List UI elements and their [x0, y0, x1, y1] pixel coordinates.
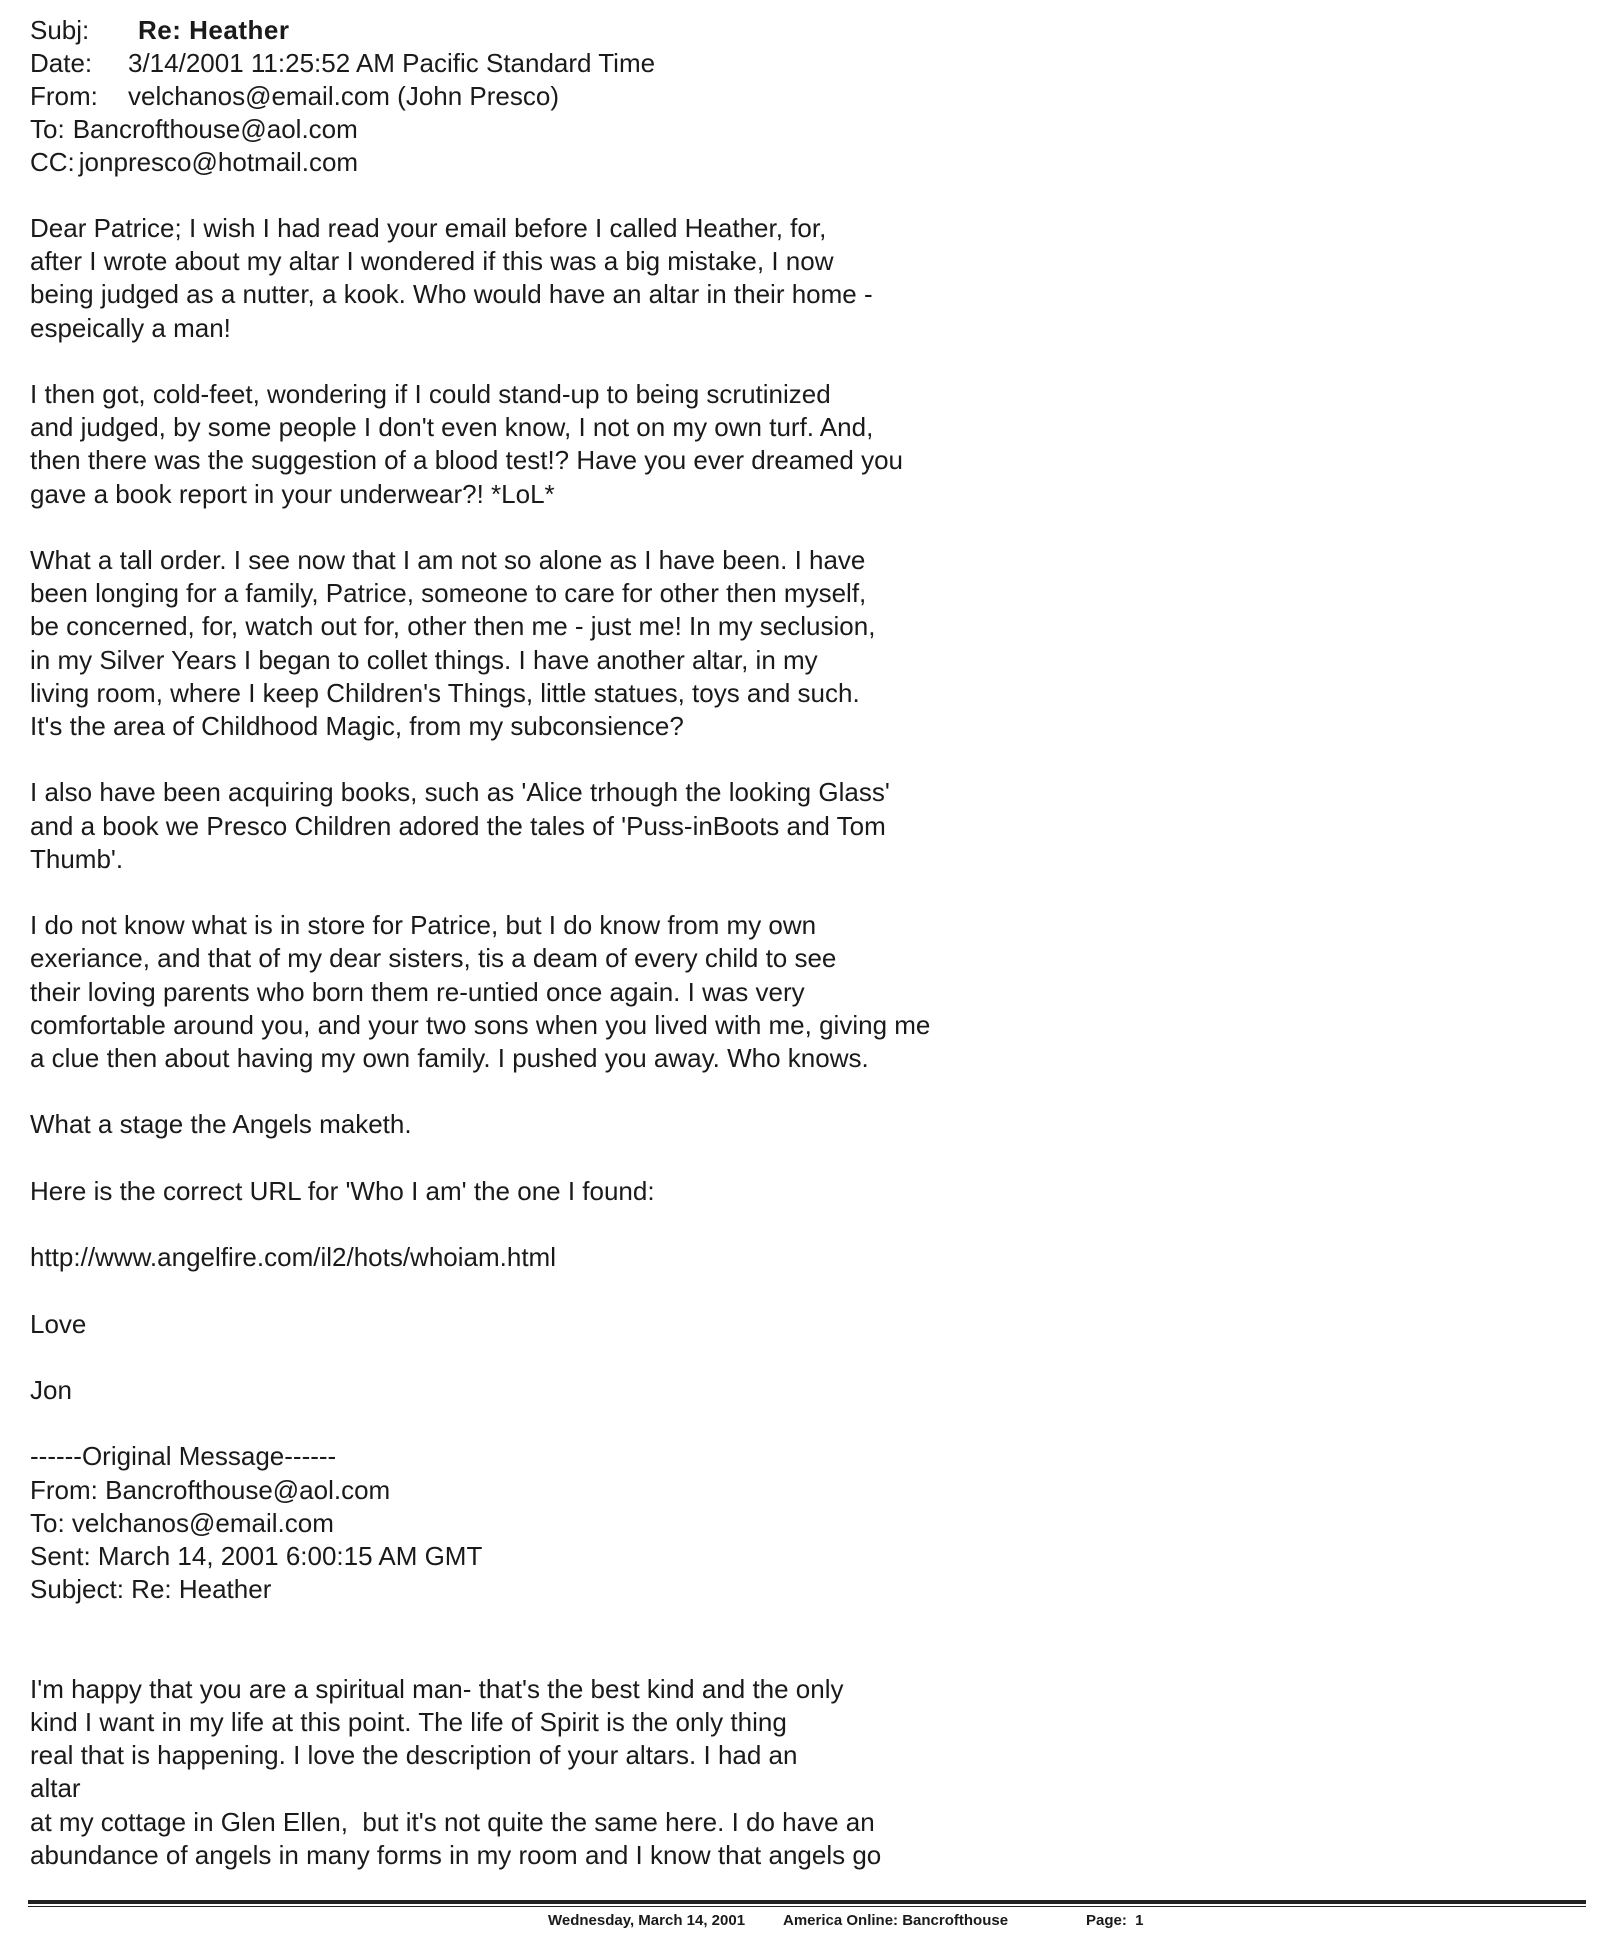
paragraph	[30, 1108, 1570, 1141]
body-line: and judged, by some people I don't even know, I not on my own turf. And,	[30, 412, 874, 443]
cc-row	[30, 146, 1570, 179]
body-line: Love	[30, 1308, 87, 1339]
date-row	[30, 47, 1570, 80]
paragraph	[30, 909, 1570, 1075]
url-paragraph	[30, 1241, 1570, 1274]
spacer	[30, 1640, 1570, 1673]
body-line: and a book we Presco Children adored the tales of 'Puss-inBoots and Tom	[30, 810, 886, 841]
subject-label: Subj:	[30, 15, 90, 45]
body-line: comfortable around you, and your two sons when you lived with me, giving me	[30, 1009, 931, 1040]
paragraph	[30, 1308, 1570, 1341]
from-row	[30, 80, 1570, 113]
date-label: Date:	[30, 48, 93, 78]
original-from: From: Bancrofthouse@aol.com	[30, 1474, 391, 1505]
original-to: To: velchanos@email.com	[30, 1507, 334, 1538]
body-line: real that is happening. I love the description of your altars. I had an	[30, 1740, 798, 1771]
from-value: velchanos@email.com (John Presco)	[128, 81, 560, 111]
url-link[interactable]: http://www.angelfire.com/il2/hots/whoiam.html	[30, 1242, 556, 1273]
footer-rule	[28, 1900, 1586, 1907]
message-body	[30, 212, 1570, 1872]
body-line: their loving parents who born them re-untied once again. I was very	[30, 976, 805, 1007]
date-value: 3/14/2001 11:25:52 AM Pacific Standard Time	[128, 48, 656, 78]
cc-value: jonpresco@hotmail.com	[78, 147, 359, 177]
signature	[30, 1374, 1570, 1407]
from-label: From:	[30, 81, 98, 111]
footer-service: America Online: Bancrofthouse	[783, 1912, 1009, 1929]
footer-page-number: Page: 1	[1086, 1912, 1144, 1929]
to-row	[30, 113, 1570, 146]
body-line: been longing for a family, Patrice, someone to care for other then myself,	[30, 578, 867, 609]
body-line: What a tall order. I see now that I am not so alone as I have been. I have	[30, 545, 866, 575]
body-line: I then got, cold-feet, wondering if I could stand-up to being scrutinized	[30, 379, 831, 409]
body-line: a clue then about having my own family. I pushed you away. Who knows.	[30, 1043, 869, 1074]
footer-date: Wednesday, March 14, 2001	[548, 1912, 746, 1929]
original-message-body	[30, 1673, 1570, 1872]
paragraph	[30, 212, 1570, 345]
body-line: Here is the correct URL for 'Who I am' the one I found:	[30, 1175, 655, 1206]
body-line: Dear Patrice; I wish I had read your email before I called Heather, for,	[30, 213, 827, 243]
body-line: espeically a man!	[30, 312, 231, 343]
body-line: exeriance, and that of my dear sisters, tis a deam of every child to see	[30, 943, 837, 974]
body-line: being judged as a nutter, a kook. Who would have an altar in their home -	[30, 279, 873, 310]
footer-rule-thick	[28, 1900, 1586, 1904]
body-line: I do not know what is in store for Patrice, but I do know from my own	[30, 910, 817, 941]
paragraph	[30, 378, 1570, 511]
paragraph	[30, 776, 1570, 876]
to-label: To:	[30, 114, 65, 144]
subject-value: Re: Heather	[138, 15, 290, 45]
body-line: be concerned, for, watch out for, other then me - just me! In my seclusion,	[30, 611, 876, 642]
body-line: in my Silver Years I began to collet things. I have another altar, in my	[30, 644, 818, 675]
body-line: I also have been acquiring books, such as 'Alice trhough the looking Glass'	[30, 777, 890, 808]
cc-label: CC:	[30, 147, 75, 177]
paragraph	[30, 544, 1570, 743]
body-line: at my cottage in Glen Ellen, but it's not quite the same here. I do have an	[30, 1806, 875, 1837]
body-line: What a stage the Angels maketh.	[30, 1109, 412, 1140]
email-printout	[30, 14, 1570, 1905]
body-line: I'm happy that you are a spiritual man- that's the best kind and the only	[30, 1673, 844, 1704]
footer-rule-thin	[28, 1906, 1586, 1907]
body-line: It's the area of Childhood Magic, from my subconsience?	[30, 711, 684, 742]
body-line: gave a book report in your underwear?! *LoL*	[30, 478, 555, 509]
body-line: Thumb'.	[30, 843, 124, 874]
subject-row	[30, 14, 1570, 47]
body-line: after I wrote about my altar I wondered if this was a big mistake, I now	[30, 246, 834, 277]
paragraph	[30, 1175, 1570, 1208]
original-subject: Subject: Re: Heather	[30, 1574, 272, 1605]
original-message-divider: ------Original Message------	[30, 1441, 337, 1472]
to-value: Bancrofthouse@aol.com	[72, 114, 358, 144]
original-message-header	[30, 1440, 1570, 1606]
body-line: altar	[30, 1773, 81, 1804]
body-line: kind I want in my life at this point. The life of Spirit is the only thing	[30, 1706, 787, 1737]
body-line: then there was the suggestion of a blood test!? Have you ever dreamed you	[30, 445, 903, 476]
original-sent: Sent: March 14, 2001 6:00:15 AM GMT	[30, 1540, 483, 1571]
body-line: living room, where I keep Children's Things, little statues, toys and such.	[30, 677, 860, 708]
body-line: Jon	[30, 1374, 72, 1405]
body-line: abundance of angels in many forms in my room and I know that angels go	[30, 1839, 882, 1870]
